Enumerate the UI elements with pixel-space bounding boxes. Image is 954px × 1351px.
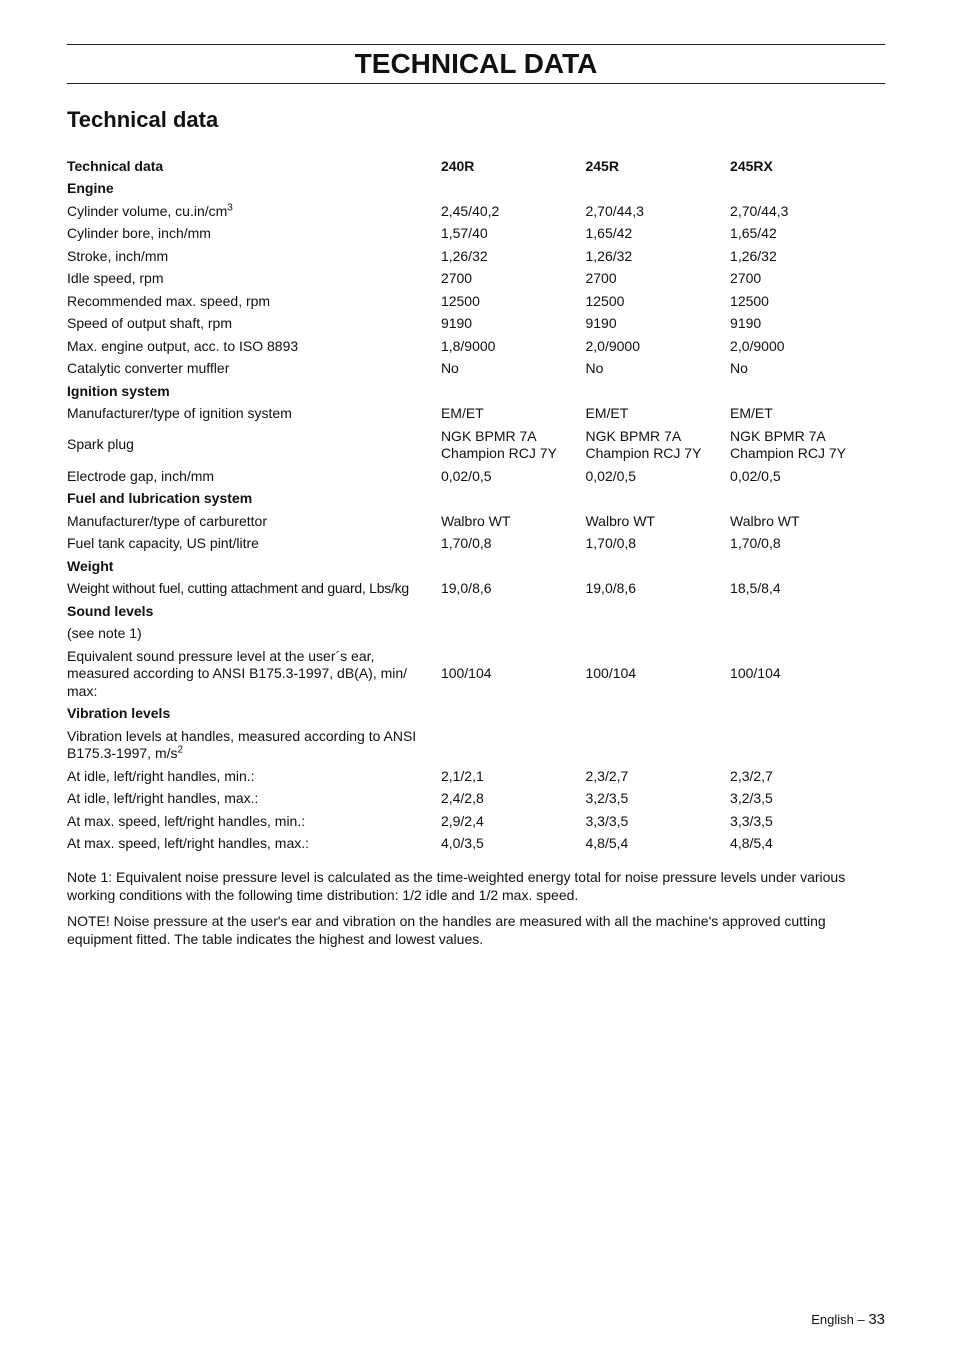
group-heading-row [67, 600, 885, 623]
row-label: At idle, left/right handles, min.: [67, 767, 255, 784]
spark-plug-ngk: NGK BPMR 7A [585, 427, 682, 444]
cell-240r: Walbro WT [440, 512, 511, 529]
cell-240r: 1,26/32 [440, 247, 488, 264]
cell-245r: 100/104 [585, 665, 637, 681]
row-label: At max. speed, left/right handles, min.: [67, 812, 306, 829]
cell-240r: 9190 [440, 315, 473, 331]
section-title: Technical data [67, 107, 219, 132]
table-row [67, 223, 885, 246]
cell-245rx: 2,3/2,7 [730, 767, 773, 784]
cell-245rx: 4,8/5,4 [730, 835, 773, 851]
superscript: 2 [177, 744, 184, 756]
spark-plug-champion: Champion RCJ 7Y [585, 445, 702, 461]
header-cell-240r: 240R [440, 157, 475, 174]
table-row [67, 533, 885, 556]
cell-245r: 1,65/42 [585, 225, 633, 241]
cell-245rx [730, 425, 885, 465]
table-row [67, 313, 885, 336]
group-heading-row [67, 178, 885, 201]
header-cell-label: Technical data [67, 157, 164, 174]
cell-240r: 100/104 [440, 665, 492, 681]
cell-245r: 2,3/2,7 [585, 767, 629, 784]
table-row [67, 833, 885, 856]
spark-plug-champion: Champion RCJ 7Y [440, 445, 557, 461]
table-row [67, 335, 885, 358]
table-row [67, 765, 885, 788]
row-label: Manufacturer/type of carburettor [67, 512, 267, 529]
row-label: Fuel tank capacity, US pint/litre [67, 535, 259, 551]
group-heading-engine: Engine [67, 180, 114, 196]
table-row [67, 245, 885, 268]
vibration-intro [67, 725, 441, 765]
note-2: NOTE! Noise pressure at the user's ear and vibration on the handles are measured with all the machine's approved cutting equipment fitted. The table indicates the highest and lowest values. [67, 913, 826, 947]
table-header-row [67, 155, 885, 178]
technical-data-table [67, 155, 885, 855]
cell-245r: 2,0/9000 [585, 337, 640, 354]
spark-plug-ngk: NGK BPMR 7A [440, 427, 537, 444]
group-heading-ignition: Ignition system [67, 382, 170, 399]
table-row [67, 465, 885, 488]
note-1: Note 1: Equivalent noise pressure level is calculated as the time-weighted energy total for noise pressure levels under various working conditions with the following time distribution: 1/2 idle and 1/2 max. speed. [67, 869, 846, 903]
cell-245r: 12500 [585, 292, 625, 309]
row-label: Electrode gap, inch/mm [67, 467, 215, 484]
group-heading-fuel: Fuel and lubrication system [67, 490, 253, 506]
group-heading-row [67, 380, 885, 403]
footer-dash: – [857, 1312, 865, 1327]
row-label-text: Cylinder volume, cu.in/cm [67, 202, 228, 219]
footer-language: English [811, 1312, 854, 1327]
cell-245r: No [585, 360, 604, 376]
table-row [67, 425, 885, 465]
table-row [67, 810, 885, 833]
header-top-rule [67, 44, 885, 45]
sound-note-reference: (see note 1) [67, 625, 142, 641]
row-label: Idle speed, rpm [67, 270, 164, 286]
page-title: TECHNICAL DATA [354, 48, 598, 79]
cell-245rx: 1,70/0,8 [730, 535, 781, 551]
row-label [67, 200, 441, 223]
cell-245rx: 9190 [730, 315, 762, 331]
cell-245rx: 2700 [730, 270, 762, 286]
table-row [67, 623, 885, 646]
group-heading-sound: Sound levels [67, 602, 154, 619]
cell-245rx: 3,3/3,5 [730, 812, 773, 829]
cell-240r: 4,0/3,5 [440, 835, 484, 851]
group-heading-vibration: Vibration levels [67, 705, 171, 721]
page-footer [811, 1311, 885, 1328]
table-row [67, 645, 885, 703]
table-row [67, 290, 885, 313]
group-heading-row [67, 555, 885, 578]
header-cell-245r: 245R [585, 157, 619, 174]
header-cell-245rx: 245RX [730, 157, 773, 174]
cell-245r: 2700 [585, 270, 617, 286]
cell-240r: 1,70/0,8 [440, 535, 492, 551]
group-heading-row [67, 488, 885, 511]
vibration-intro-text: Vibration levels at handles, measured according to ANSI B175.3-1997, m/s [67, 727, 417, 761]
cell-245r: 3,2/3,5 [585, 790, 629, 806]
row-label: Max. engine output, acc. to ISO 8893 [67, 337, 299, 354]
header-bottom-rule [67, 83, 885, 84]
cell-245rx: 1,26/32 [730, 247, 777, 264]
cell-245r: 9190 [585, 315, 617, 331]
cell-245rx: 100/104 [730, 665, 781, 681]
row-label: At max. speed, left/right handles, max.: [67, 835, 310, 851]
cell-245r: 19,0/8,6 [585, 580, 637, 596]
row-label: Weight without fuel, cutting attachment and guard, Lbs/kg [67, 580, 409, 596]
row-label: Equivalent sound pressure level at the user´s ear, measured according to ANSI B175.3-1997, dB(A), min/ max: [67, 647, 408, 699]
cell-240r: EM/ET [440, 405, 484, 421]
row-label: Cylinder bore, inch/mm [67, 225, 211, 241]
superscript: 3 [227, 201, 233, 213]
row-label: Catalytic converter muffler [67, 360, 230, 376]
table-row [67, 788, 885, 811]
cell-240r: 2,9/2,4 [440, 812, 484, 829]
row-label: Speed of output shaft, rpm [67, 315, 232, 331]
cell-240r: 1,57/40 [440, 225, 488, 241]
page-number: 33 [868, 1311, 885, 1328]
cell-240r: No [440, 360, 459, 376]
cell-245rx: 0,02/0,5 [730, 467, 781, 484]
cell-240r: 2,4/2,8 [440, 790, 484, 806]
table-row [67, 510, 885, 533]
cell-245r: EM/ET [585, 405, 629, 421]
cell-245r: 1,26/32 [585, 247, 633, 264]
table-row [67, 403, 885, 426]
notes-section [67, 869, 885, 957]
cell-245r: 1,70/0,8 [585, 535, 637, 551]
cell-240r: 1,8/9000 [440, 337, 496, 354]
cell-245r: 3,3/3,5 [585, 812, 629, 829]
cell-240r: 19,0/8,6 [440, 580, 492, 596]
cell-245rx: 3,2/3,5 [730, 790, 773, 806]
table-row [67, 725, 885, 765]
cell-245rx: No [730, 360, 748, 376]
cell-240r [441, 425, 586, 465]
cell-240r: 2,1/2,1 [440, 767, 484, 784]
cell-245rx: 12500 [730, 292, 769, 309]
cell-240r: 2700 [440, 270, 473, 286]
row-label: Recommended max. speed, rpm [67, 292, 271, 309]
row-label: Stroke, inch/mm [67, 247, 169, 264]
spark-plug-ngk: NGK BPMR 7A [730, 427, 826, 444]
cell-240r: 2,45/40,2 [440, 202, 500, 219]
row-label: At idle, left/right handles, max.: [67, 790, 259, 806]
cell-240r: 0,02/0,5 [440, 467, 492, 484]
group-heading-weight: Weight [67, 557, 114, 574]
cell-245rx: 18,5/8,4 [730, 580, 781, 596]
cell-245r: 0,02/0,5 [585, 467, 637, 484]
cell-245r: Walbro WT [585, 512, 655, 529]
cell-245r [585, 425, 730, 465]
table-row [67, 358, 885, 381]
cell-245rx: 2,0/9000 [730, 337, 785, 354]
cell-245rx: 2,70/44,3 [730, 202, 789, 219]
cell-245rx: EM/ET [730, 405, 773, 421]
table-row [67, 268, 885, 291]
table-row [67, 200, 885, 223]
cell-240r: 12500 [440, 292, 480, 309]
group-heading-row [67, 703, 885, 726]
cell-245r: 4,8/5,4 [585, 835, 629, 851]
spark-plug-champion: Champion RCJ 7Y [730, 445, 846, 461]
page-header [67, 44, 885, 84]
table-row [67, 578, 885, 601]
cell-245r: 2,70/44,3 [585, 202, 644, 219]
cell-245rx: Walbro WT [730, 512, 800, 529]
cell-245rx: 1,65/42 [730, 225, 777, 241]
row-label: Manufacturer/type of ignition system [67, 405, 292, 421]
row-label: Spark plug [67, 436, 134, 453]
